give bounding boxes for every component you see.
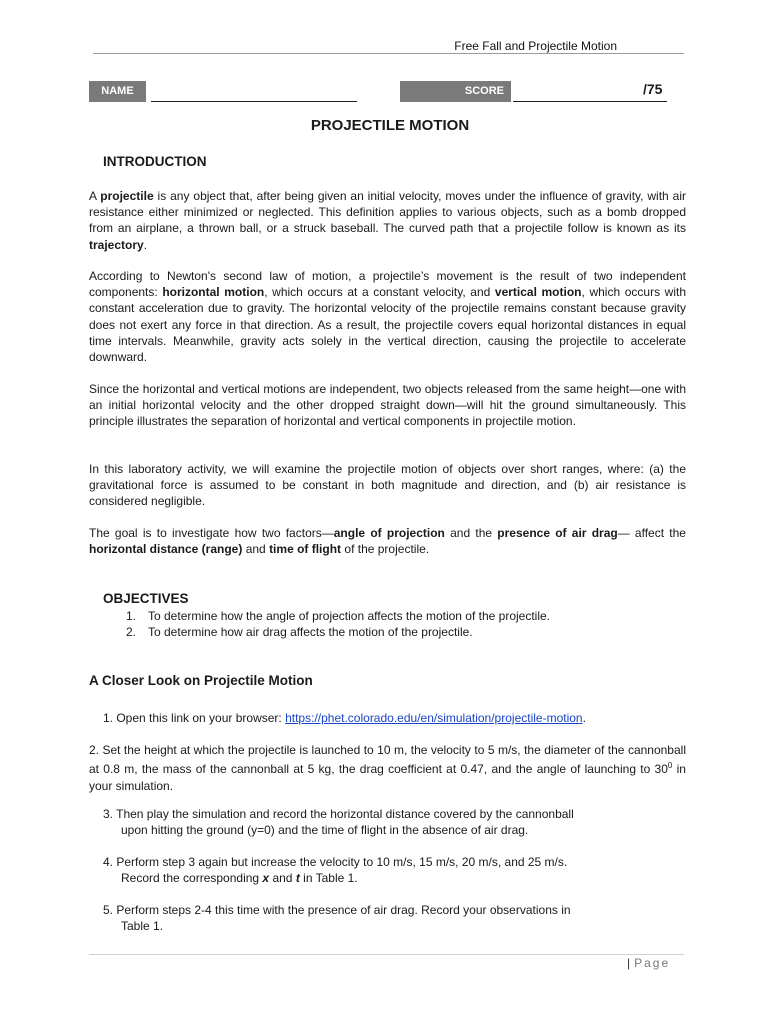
variable-t: t [295, 871, 300, 885]
objectives-list [126, 608, 550, 640]
step-5-line-2: Table 1. [121, 919, 164, 933]
text: and the [444, 526, 498, 540]
step-3-line-1: 3. Then play the simulation and record the horizontal distance covered by the cannonball [103, 807, 574, 821]
score-label-text: SCORE [464, 85, 504, 97]
intro-paragraph-2 [89, 268, 686, 365]
text: Record the corresponding [121, 871, 263, 885]
bold-term-horizontal-motion: horizontal motion [162, 285, 265, 300]
step-2 [89, 742, 686, 794]
name-field-line[interactable] [151, 101, 357, 102]
text: — affect the [617, 526, 686, 540]
list-text: To determine how air drag affects the motion of the projectile. [148, 625, 473, 640]
score-label [400, 81, 511, 102]
page-title: PROJECTILE MOTION [310, 117, 470, 134]
text: and [242, 542, 270, 557]
text: 1. Open this link on your browser: [103, 711, 286, 725]
header-rule [93, 53, 684, 54]
step-4-line-2 [121, 870, 358, 886]
text: of the projectile. [341, 542, 430, 557]
intro-paragraph-1 [89, 188, 686, 253]
superscript: 0 [667, 761, 673, 771]
text: , which occurs at a constant velocity, and [264, 285, 495, 300]
bold-term-air-drag: presence of air drag [497, 526, 618, 540]
intro-paragraph-3: Since the horizontal and vertical motions are independent, two objects released from the same height—one with an initial horizontal velocity and the other dropped straight down—will hit the ground simultaneously. This principle illustrates the separation of horizontal and vertical components in projectile motion. [89, 382, 686, 429]
list-number: 2. [126, 625, 137, 640]
step-3-line-2: upon hitting the ground (y=0) and the time of flight in the absence of air drag. [121, 823, 529, 837]
bold-term-range: horizontal distance (range) [89, 542, 243, 557]
objectives-heading: OBJECTIVES [103, 591, 189, 606]
text: 2. Set the height at which the projectile is launched to 10 m, the velocity to 5 m/s, the diameter of the cannonball at 0.8 m, the mass of the cannonball at 5 kg, the drag coefficient at 0.47, and the angle of launching to 30 [89, 743, 686, 777]
closer-look-heading: A Closer Look on Projectile Motion [89, 673, 313, 688]
bold-term-projectile: projectile [100, 189, 154, 203]
list-item [126, 608, 550, 624]
step-5-line-1: 5. Perform steps 2-4 this time with the presence of air drag. Record your observations in [103, 903, 571, 917]
text: . [582, 711, 586, 725]
score-field-line[interactable] [513, 101, 667, 102]
score-total: /75 [643, 81, 663, 97]
bold-term-time-of-flight: time of flight [269, 542, 342, 557]
bold-term-vertical-motion: vertical motion [494, 285, 582, 300]
footer-bar: | [627, 956, 631, 970]
footer-rule [89, 954, 684, 955]
text: and [269, 871, 296, 885]
text: is any object that, after being given an initial velocity, moves under the influence of gravity, with air resistance either minimized or neglected. This definition applies to various objects, such as a bomb dropped from an airplane, a thrown ball, or a struck baseball. The curved path that a projectile follow is known as its [89, 189, 686, 236]
text: . [143, 237, 148, 252]
simulation-link[interactable]: https://phet.colorado.edu/en/simulation/projectile-motion [285, 711, 583, 725]
list-text: To determine how the angle of projection affects the motion of the projectile. [148, 609, 551, 623]
text: The goal is to investigate how two factors— [89, 526, 334, 540]
intro-paragraph-4: In this laboratory activity, we will examine the projectile motion of objects over short ranges, where: (a) the gravitational force is assumed to be constant in both magnitude and direction, and (b) air resistance is considered negligible. [89, 462, 686, 509]
list-item [126, 624, 550, 640]
text: According to Newton's second law of motion, a projectile’s movement is the result of two independent components: [89, 269, 686, 300]
introduction-heading: INTRODUCTION [103, 154, 207, 169]
bold-term-angle: angle of projection [333, 526, 445, 540]
step-4-line-1: 4. Perform step 3 again but increase the velocity to 10 m/s, 15 m/s, 20 m/s, and 25 m/s. [103, 855, 568, 869]
text: A [89, 189, 101, 203]
page-label: Page [634, 956, 671, 970]
text: in Table 1. [299, 871, 358, 885]
text: , which occurs with constant acceleration due to gravity. The horizontal velocity of the projectile remains constant because gravity does not exert any force in that direction. As a result, the projectile covers equal horizontal distances in equal time intervals. Meanwhile, gravity acts solely in the vertical direction, causing the projectile to accelerate downward. [89, 285, 687, 365]
page-footer [627, 956, 670, 970]
list-number: 1. [126, 609, 137, 623]
running-header: Free Fall and Projectile Motion [454, 39, 617, 53]
text: in your simulation. [89, 762, 686, 793]
intro-paragraph-5 [89, 525, 686, 557]
name-label: NAME [89, 81, 146, 102]
step-1 [103, 710, 586, 726]
variable-x: x [262, 871, 270, 885]
bold-term-trajectory: trajectory [89, 237, 144, 252]
